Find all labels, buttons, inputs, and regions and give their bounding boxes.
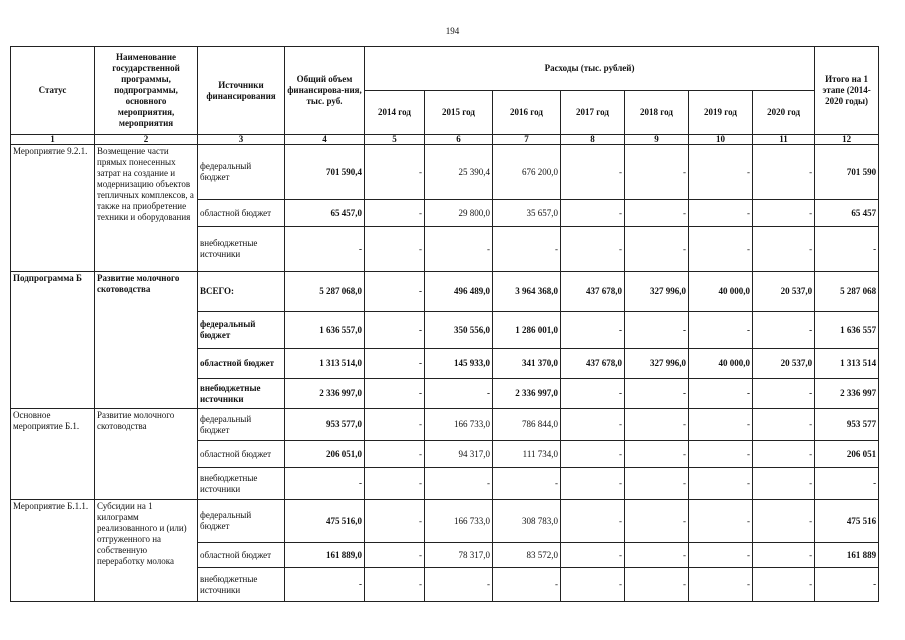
- source-cell: внебюджетные источники: [198, 568, 285, 602]
- row-status: Основное мероприятие Б.1.: [11, 409, 95, 500]
- year-cell: 437 678,0: [561, 349, 625, 379]
- year-cell: 308 783,0: [493, 500, 561, 543]
- header-name: Наименование государственной программы, подпрограммы, основного мероприятия, мероприятия: [95, 47, 198, 135]
- table-row: [11, 500, 879, 543]
- year-cell: -: [561, 500, 625, 543]
- header-year: 2016 год: [493, 91, 561, 135]
- year-cell: 20 537,0: [753, 272, 815, 312]
- column-number: 9: [625, 135, 689, 145]
- header-year: 2019 год: [689, 91, 753, 135]
- year-cell: -: [689, 227, 753, 272]
- year-cell: -: [753, 441, 815, 468]
- itog-cell: 953 577: [815, 409, 879, 441]
- year-cell: -: [689, 379, 753, 409]
- year-cell: 20 537,0: [753, 349, 815, 379]
- total-cell: -: [285, 227, 365, 272]
- year-cell: -: [493, 468, 561, 500]
- year-cell: -: [365, 200, 425, 227]
- year-cell: -: [753, 200, 815, 227]
- itog-cell: 65 457: [815, 200, 879, 227]
- year-cell: -: [561, 568, 625, 602]
- year-cell: 676 200,0: [493, 145, 561, 200]
- total-cell: 1 636 557,0: [285, 312, 365, 349]
- year-cell: 25 390,4: [425, 145, 493, 200]
- year-cell: -: [753, 379, 815, 409]
- year-cell: -: [493, 227, 561, 272]
- column-number: 5: [365, 135, 425, 145]
- year-cell: -: [365, 379, 425, 409]
- year-cell: -: [689, 409, 753, 441]
- column-number: 10: [689, 135, 753, 145]
- total-cell: 2 336 997,0: [285, 379, 365, 409]
- year-cell: -: [625, 468, 689, 500]
- row-name: Возмещение части прямых понесенных затрат на создание и модернизацию объектов тепличных комплексов, а также на приобретение техники и оборудования: [95, 145, 198, 272]
- header-sources: Источники финансирования: [198, 47, 285, 135]
- year-cell: 786 844,0: [493, 409, 561, 441]
- year-cell: -: [425, 568, 493, 602]
- source-cell: областной бюджет: [198, 200, 285, 227]
- column-number: 8: [561, 135, 625, 145]
- source-cell: областной бюджет: [198, 543, 285, 568]
- year-cell: -: [689, 200, 753, 227]
- total-cell: -: [285, 468, 365, 500]
- source-cell: ВСЕГО:: [198, 272, 285, 312]
- year-cell: -: [561, 200, 625, 227]
- header-itog: Итого на 1 этапе (2014-2020 годы): [815, 47, 879, 135]
- year-cell: -: [753, 409, 815, 441]
- year-cell: -: [493, 568, 561, 602]
- itog-cell: -: [815, 568, 879, 602]
- year-cell: 1 286 001,0: [493, 312, 561, 349]
- itog-cell: 475 516: [815, 500, 879, 543]
- year-cell: -: [365, 568, 425, 602]
- itog-cell: 206 051: [815, 441, 879, 468]
- year-cell: -: [425, 468, 493, 500]
- year-cell: 166 733,0: [425, 409, 493, 441]
- table-row: [11, 409, 879, 441]
- header-expenses: Расходы (тыс. рублей): [365, 47, 815, 91]
- row-status: Подпрограмма Б: [11, 272, 95, 409]
- page-number: 194: [445, 26, 460, 36]
- table-row: [11, 272, 879, 312]
- year-cell: -: [625, 379, 689, 409]
- year-cell: 94 317,0: [425, 441, 493, 468]
- column-number: 1: [11, 135, 95, 145]
- year-cell: -: [425, 379, 493, 409]
- year-cell: 496 489,0: [425, 272, 493, 312]
- year-cell: -: [689, 568, 753, 602]
- year-cell: -: [365, 145, 425, 200]
- itog-cell: 2 336 997: [815, 379, 879, 409]
- year-cell: -: [753, 568, 815, 602]
- year-cell: -: [561, 379, 625, 409]
- row-status: Мероприятие 9.2.1.: [11, 145, 95, 272]
- year-cell: -: [561, 227, 625, 272]
- year-cell: 83 572,0: [493, 543, 561, 568]
- year-cell: -: [365, 227, 425, 272]
- year-cell: 145 933,0: [425, 349, 493, 379]
- itog-cell: 1 636 557: [815, 312, 879, 349]
- row-status: Мероприятие Б.1.1.: [11, 500, 95, 602]
- year-cell: -: [625, 568, 689, 602]
- year-cell: 40 000,0: [689, 349, 753, 379]
- header-year: 2014 год: [365, 91, 425, 135]
- header-status: Статус: [11, 47, 95, 135]
- header-year: 2015 год: [425, 91, 493, 135]
- year-cell: -: [625, 409, 689, 441]
- itog-cell: 5 287 068: [815, 272, 879, 312]
- source-cell: внебюджетные источники: [198, 227, 285, 272]
- year-cell: -: [561, 543, 625, 568]
- header-year: 2018 год: [625, 91, 689, 135]
- year-cell: -: [365, 441, 425, 468]
- year-cell: -: [365, 312, 425, 349]
- year-cell: 327 996,0: [625, 272, 689, 312]
- column-number: 2: [95, 135, 198, 145]
- itog-cell: 1 313 514: [815, 349, 879, 379]
- source-cell: областной бюджет: [198, 441, 285, 468]
- year-cell: -: [625, 145, 689, 200]
- year-cell: 78 317,0: [425, 543, 493, 568]
- year-cell: -: [689, 468, 753, 500]
- year-cell: 3 964 368,0: [493, 272, 561, 312]
- year-cell: -: [689, 145, 753, 200]
- header-year: 2020 год: [753, 91, 815, 135]
- year-cell: -: [689, 441, 753, 468]
- source-cell: федеральный бюджет: [198, 500, 285, 543]
- year-cell: -: [753, 227, 815, 272]
- year-cell: 40 000,0: [689, 272, 753, 312]
- total-cell: 5 287 068,0: [285, 272, 365, 312]
- year-cell: -: [425, 227, 493, 272]
- total-cell: 206 051,0: [285, 441, 365, 468]
- year-cell: -: [689, 312, 753, 349]
- header-year: 2017 год: [561, 91, 625, 135]
- total-cell: 65 457,0: [285, 200, 365, 227]
- year-cell: -: [365, 543, 425, 568]
- year-cell: -: [561, 409, 625, 441]
- year-cell: -: [753, 468, 815, 500]
- year-cell: 350 556,0: [425, 312, 493, 349]
- year-cell: -: [753, 312, 815, 349]
- year-cell: -: [365, 468, 425, 500]
- year-cell: -: [365, 409, 425, 441]
- total-cell: 701 590,4: [285, 145, 365, 200]
- column-number: 3: [198, 135, 285, 145]
- year-cell: -: [561, 441, 625, 468]
- year-cell: -: [365, 500, 425, 543]
- table-row: [11, 145, 879, 200]
- year-cell: 111 734,0: [493, 441, 561, 468]
- year-cell: -: [561, 312, 625, 349]
- year-cell: -: [625, 312, 689, 349]
- total-cell: -: [285, 568, 365, 602]
- itog-cell: -: [815, 227, 879, 272]
- itog-cell: 701 590: [815, 145, 879, 200]
- year-cell: -: [753, 145, 815, 200]
- year-cell: 29 800,0: [425, 200, 493, 227]
- row-name: Развитие молочного скотоводства: [95, 272, 198, 409]
- year-cell: -: [753, 500, 815, 543]
- year-cell: -: [625, 500, 689, 543]
- total-cell: 953 577,0: [285, 409, 365, 441]
- row-name: Субсидии на 1 килограмм реализованного и (или) отгруженного на собственную переработку молока: [95, 500, 198, 602]
- year-cell: -: [625, 200, 689, 227]
- year-cell: -: [561, 145, 625, 200]
- total-cell: 1 313 514,0: [285, 349, 365, 379]
- source-cell: внебюджетные источники: [198, 379, 285, 409]
- itog-cell: 161 889: [815, 543, 879, 568]
- itog-cell: -: [815, 468, 879, 500]
- budget-table: [10, 46, 879, 602]
- source-cell: областной бюджет: [198, 349, 285, 379]
- source-cell: внебюджетные источники: [198, 468, 285, 500]
- column-number: 6: [425, 135, 493, 145]
- header-total-volume: Общий объем финансирова-ния, тыс. руб.: [285, 47, 365, 135]
- total-cell: 475 516,0: [285, 500, 365, 543]
- year-cell: -: [365, 272, 425, 312]
- source-cell: федеральный бюджет: [198, 312, 285, 349]
- column-number: 12: [815, 135, 879, 145]
- year-cell: 327 996,0: [625, 349, 689, 379]
- year-cell: 166 733,0: [425, 500, 493, 543]
- column-number: 11: [753, 135, 815, 145]
- year-cell: -: [753, 543, 815, 568]
- year-cell: 437 678,0: [561, 272, 625, 312]
- row-name: Развитие молочного скотоводства: [95, 409, 198, 500]
- column-numbers-row: [11, 135, 879, 145]
- year-cell: -: [625, 227, 689, 272]
- year-cell: -: [689, 500, 753, 543]
- year-cell: -: [625, 543, 689, 568]
- column-number: 4: [285, 135, 365, 145]
- year-cell: -: [689, 543, 753, 568]
- source-cell: федеральный бюджет: [198, 145, 285, 200]
- source-cell: федеральный бюджет: [198, 409, 285, 441]
- year-cell: -: [625, 441, 689, 468]
- year-cell: -: [561, 468, 625, 500]
- total-cell: 161 889,0: [285, 543, 365, 568]
- column-number: 7: [493, 135, 561, 145]
- year-cell: -: [365, 349, 425, 379]
- year-cell: 2 336 997,0: [493, 379, 561, 409]
- year-cell: 35 657,0: [493, 200, 561, 227]
- year-cell: 341 370,0: [493, 349, 561, 379]
